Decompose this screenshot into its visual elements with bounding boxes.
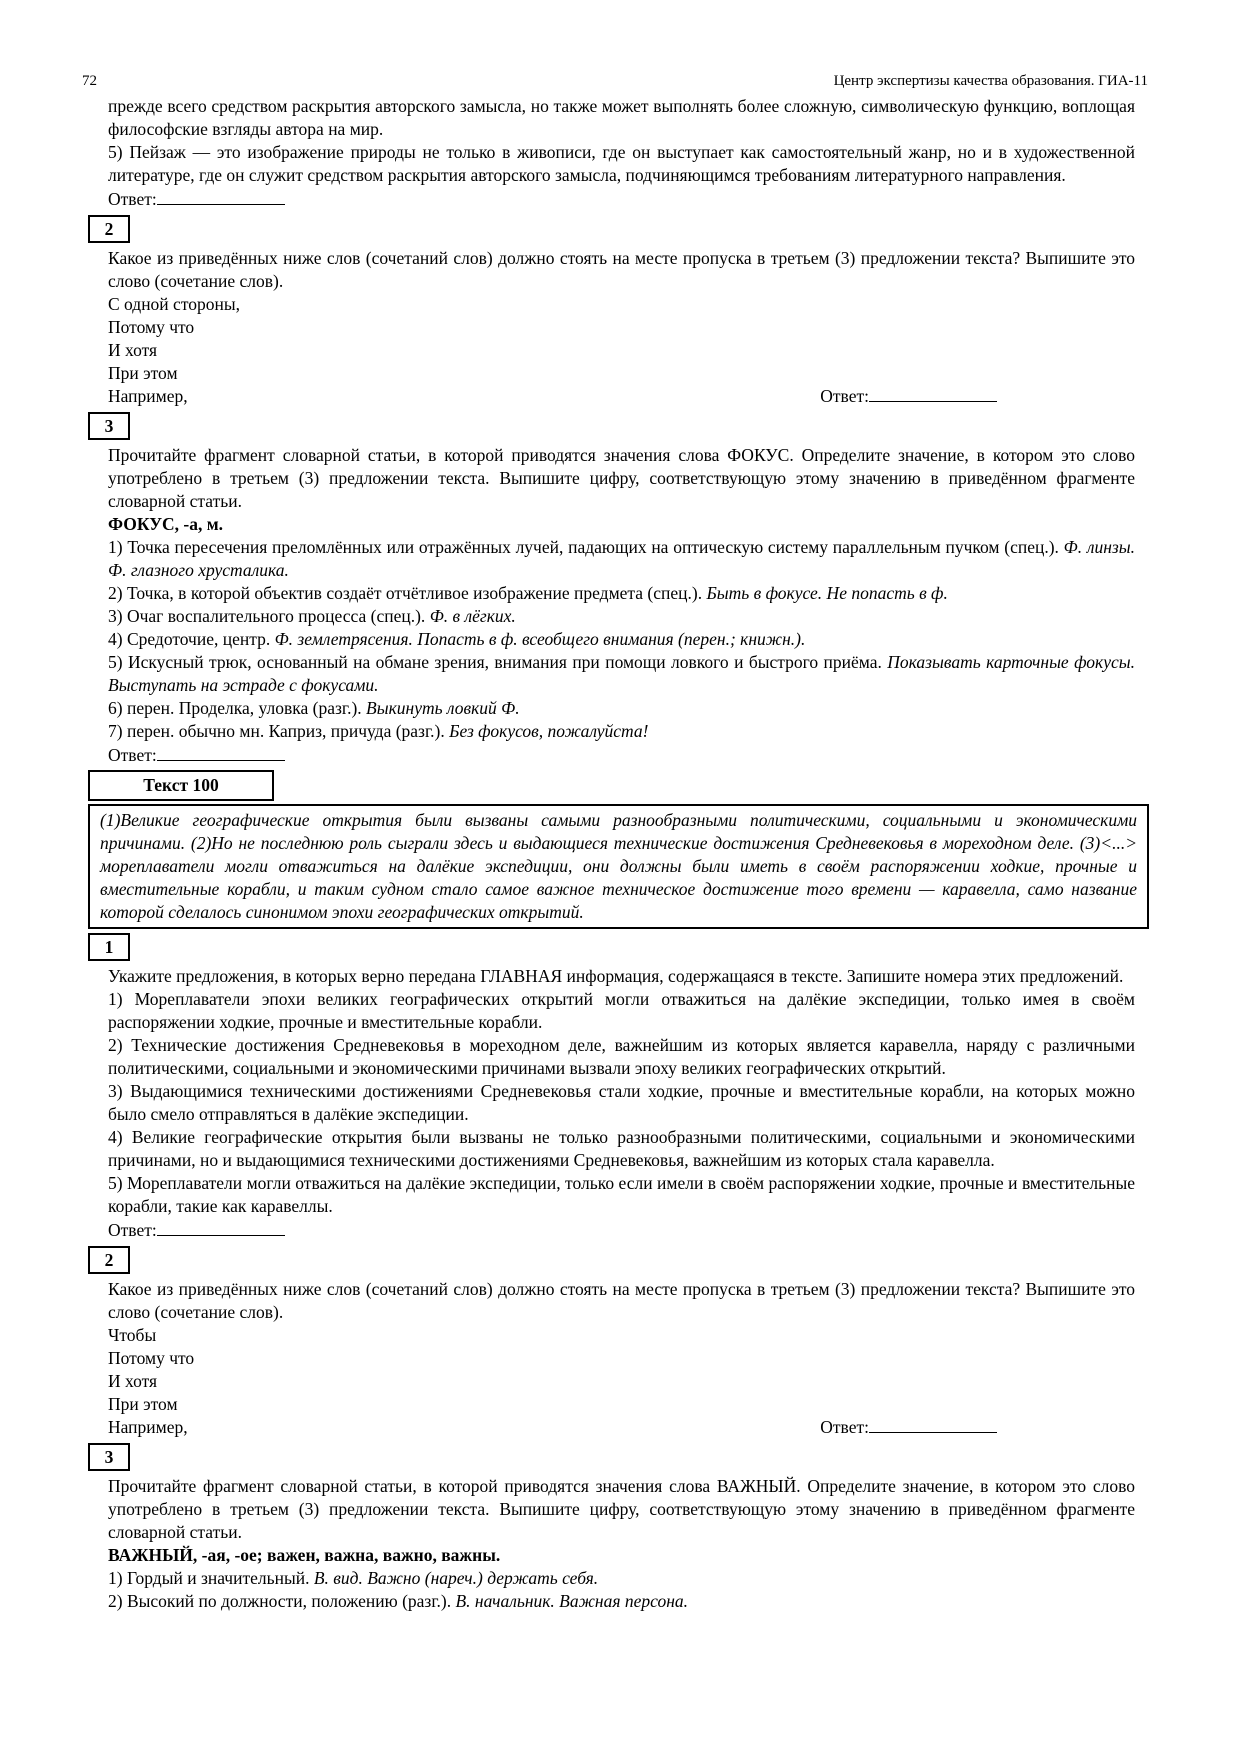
- answer-label: Ответ:: [108, 189, 157, 209]
- sense-example: В. начальник. Важная персона.: [455, 1591, 689, 1611]
- option-line: И хотя: [108, 340, 158, 360]
- option-line: Потому что: [108, 1348, 195, 1368]
- option-line: 2) Технические достижения Средневековья в мореходном деле, важнейшим из которых является каравелла, наряду с различными политическими, социальными и экономическими причинами вызвали эпоху великих географических открытий.: [108, 1035, 1135, 1078]
- question-2-number-box: 2: [88, 215, 130, 243]
- dictionary-sense: [108, 628, 1135, 651]
- answer-blank: [157, 747, 285, 761]
- page-content: [100, 95, 1137, 1613]
- sense-definition: 6) перен. Проделка, уловка (разг.).: [108, 698, 367, 718]
- dictionary-sense: [108, 1590, 1135, 1613]
- answer-row: [108, 744, 1135, 767]
- question-2-prompt: Какое из приведённых ниже слов (сочетаний слов) должно стоять на месте пропуска в третьем (3) предложении текста? Выпишите это слово (сочетание слов).: [108, 1279, 1135, 1322]
- option-line: 3) Выдающимися техническими достижениями Средневековья стали ходкие, прочные и вместительные корабли, на которых можно было смело отправляться в далёкие экспедиции.: [108, 1081, 1135, 1124]
- sense-definition: 2) Высокий по должности, положению (разг.).: [108, 1591, 456, 1611]
- answer-row: [108, 188, 1135, 211]
- sense-example: В. вид. Важно (нареч.) держать себя.: [313, 1568, 599, 1588]
- question-3-number-box: 3: [88, 412, 130, 440]
- sense-definition: 1) Точка пересечения преломлённых или отражённых лучей, падающих на оптическую систему параллельным пучком (спец.).: [108, 537, 1064, 557]
- dictionary-sense: [108, 720, 1135, 743]
- dictionary-headword: ВАЖНЫЙ, -ая, -ое; важен, важна, важно, важны.: [108, 1545, 501, 1565]
- option-line: При этом: [108, 363, 178, 383]
- sense-example: Ф. в лёгких.: [429, 606, 516, 626]
- dictionary-sense: [108, 651, 1135, 697]
- sense-example: Показывать карточные фокусы. Выступать на эстраде с фокусами.: [108, 652, 1135, 695]
- sense-definition: 7) перен. обычно мн. Каприз, причуда (разг.).: [108, 721, 450, 741]
- question-3-number-box: 3: [88, 1443, 130, 1471]
- question-2-prompt: Какое из приведённых ниже слов (сочетаний слов) должно стоять на месте пропуска в третьем (3) предложении текста? Выпишите это слово (сочетание слов).: [108, 248, 1135, 291]
- sense-definition: 1) Гордый и значительный.: [108, 1568, 314, 1588]
- answer-row: [820, 1416, 997, 1439]
- option-line: 1) Мореплаватели эпохи великих географических открытий могли отважиться на далёкие экспедиции, только имея в своём распоряжении ходкие, прочные и вместительные корабли.: [108, 989, 1135, 1032]
- intro-continuation-paragraph: прежде всего средством раскрытия авторского замысла, но также может выполнять более сложную, символическую функцию, воплощая философские взгляды автора на мир.: [108, 96, 1135, 139]
- answer-blank: [869, 388, 997, 402]
- answer-blank: [157, 191, 285, 205]
- dictionary-sense: [108, 605, 1135, 628]
- option-line: 4) Великие географические открытия были вызваны не только разнообразными политическими, социальными и экономическими причинами, но и выдающимися техническими достижениями Средневековья, важнейшим из которых стала каравелла.: [108, 1127, 1135, 1170]
- answer-row: [108, 1219, 1135, 1242]
- answer-label: Ответ:: [820, 1417, 869, 1437]
- dictionary-sense: [108, 697, 1135, 720]
- option-line: При этом: [108, 1394, 178, 1414]
- answer-label: Ответ:: [108, 745, 157, 765]
- sense-definition: 4) Средоточие, центр.: [108, 629, 275, 649]
- question-2-number-box: 2: [88, 1246, 130, 1274]
- option-line: Например,: [108, 1417, 188, 1437]
- dictionary-sense: [108, 1567, 1135, 1590]
- option-line: И хотя: [108, 1371, 158, 1391]
- question-1-number-box: 1: [88, 933, 130, 961]
- option-line-with-answer: [108, 1416, 1135, 1439]
- question-3-prompt: Прочитайте фрагмент словарной статьи, в которой приводятся значения слова ФОКУС. Определите значение, в котором это слово употреблено в третьем (3) предложении текста. Выпишите цифру, соответствующую этому значению в приведённом фрагменте словарной статьи.: [108, 445, 1135, 511]
- dictionary-headword: ФОКУС, -а, м.: [108, 514, 224, 534]
- sense-example: Выкинуть ловкий Ф.: [366, 698, 520, 718]
- option-line: Например,: [108, 386, 188, 406]
- dictionary-sense: [108, 536, 1135, 582]
- text-100-passage-box: (1)Великие географические открытия были вызваны самыми разнообразными политическими, социальными и экономическими причинами. (2)Но не последнюю роль сыграли здесь и выдающиеся технические достижения Средневековья в мореходном деле. (3)<...> мореплаватели могли отважиться на далёкие экспедиции, они должны были иметь в своём распоряжении ходкие, прочные и вместительные корабли, и таким судном стало самое важное техническое достижение того времени — каравелла, само название которой сделалось синонимом эпохи географических открытий.: [88, 804, 1149, 929]
- answer-blank: [157, 1222, 285, 1236]
- sense-definition: 5) Искусный трюк, основанный на обмане зрения, внимания при помощи ловкого и быстрого приёма.: [108, 652, 888, 672]
- text-100-title-box: Текст 100: [88, 770, 274, 801]
- question-3-prompt: Прочитайте фрагмент словарной статьи, в которой приводятся значения слова ВАЖНЫЙ. Определите значение, в котором это слово употреблено в третьем (3) предложении текста. Выпишите цифру, соответствующую этому значению в приведённом фрагменте словарной статьи.: [108, 1476, 1135, 1542]
- sense-example: Без фокусов, пожалуйста!: [449, 721, 649, 741]
- answer-label: Ответ:: [108, 1220, 157, 1240]
- page-number: 72: [82, 73, 97, 89]
- option-line: Чтобы: [108, 1325, 157, 1345]
- option-line: С одной стороны,: [108, 294, 240, 314]
- question-1-prompt: Укажите предложения, в которых верно передана ГЛАВНАЯ информация, содержащаяся в тексте. Запишите номера этих предложений.: [108, 966, 1124, 986]
- sense-example: Быть в фокусе. Не попасть в ф.: [706, 583, 948, 603]
- option-line: Потому что: [108, 317, 195, 337]
- page-header: [82, 72, 1148, 90]
- answer-blank: [869, 1419, 997, 1433]
- answer-row: [820, 385, 997, 408]
- sense-definition: 2) Точка, в которой объектив создаёт отчётливое изображение предмета (спец.).: [108, 583, 707, 603]
- intro-option5-paragraph: 5) Пейзаж — это изображение природы не только в живописи, где он выступает как самостоятельный жанр, но и в художественной литературе, где он служит средством раскрытия авторского замысла, подчиняющимся требованиям литературного направления.: [108, 142, 1135, 185]
- header-source: Центр экспертизы качества образования. ГИА-11: [833, 73, 1148, 89]
- dictionary-sense: [108, 582, 1135, 605]
- sense-example: Ф. землетрясения. Попасть в ф. всеобщего внимания (перен.; книжн.).: [274, 629, 806, 649]
- answer-label: Ответ:: [820, 386, 869, 406]
- option-line: 5) Мореплаватели могли отважиться на далёкие экспедиции, только если имели в своём распоряжении ходкие, прочные и вместительные корабли, такие как каравеллы.: [108, 1173, 1135, 1216]
- sense-definition: 3) Очаг воспалительного процесса (спец.).: [108, 606, 430, 626]
- option-line-with-answer: [108, 385, 1135, 408]
- sense-example: Ф. линзы. Ф. глазного хрусталика.: [108, 537, 1135, 580]
